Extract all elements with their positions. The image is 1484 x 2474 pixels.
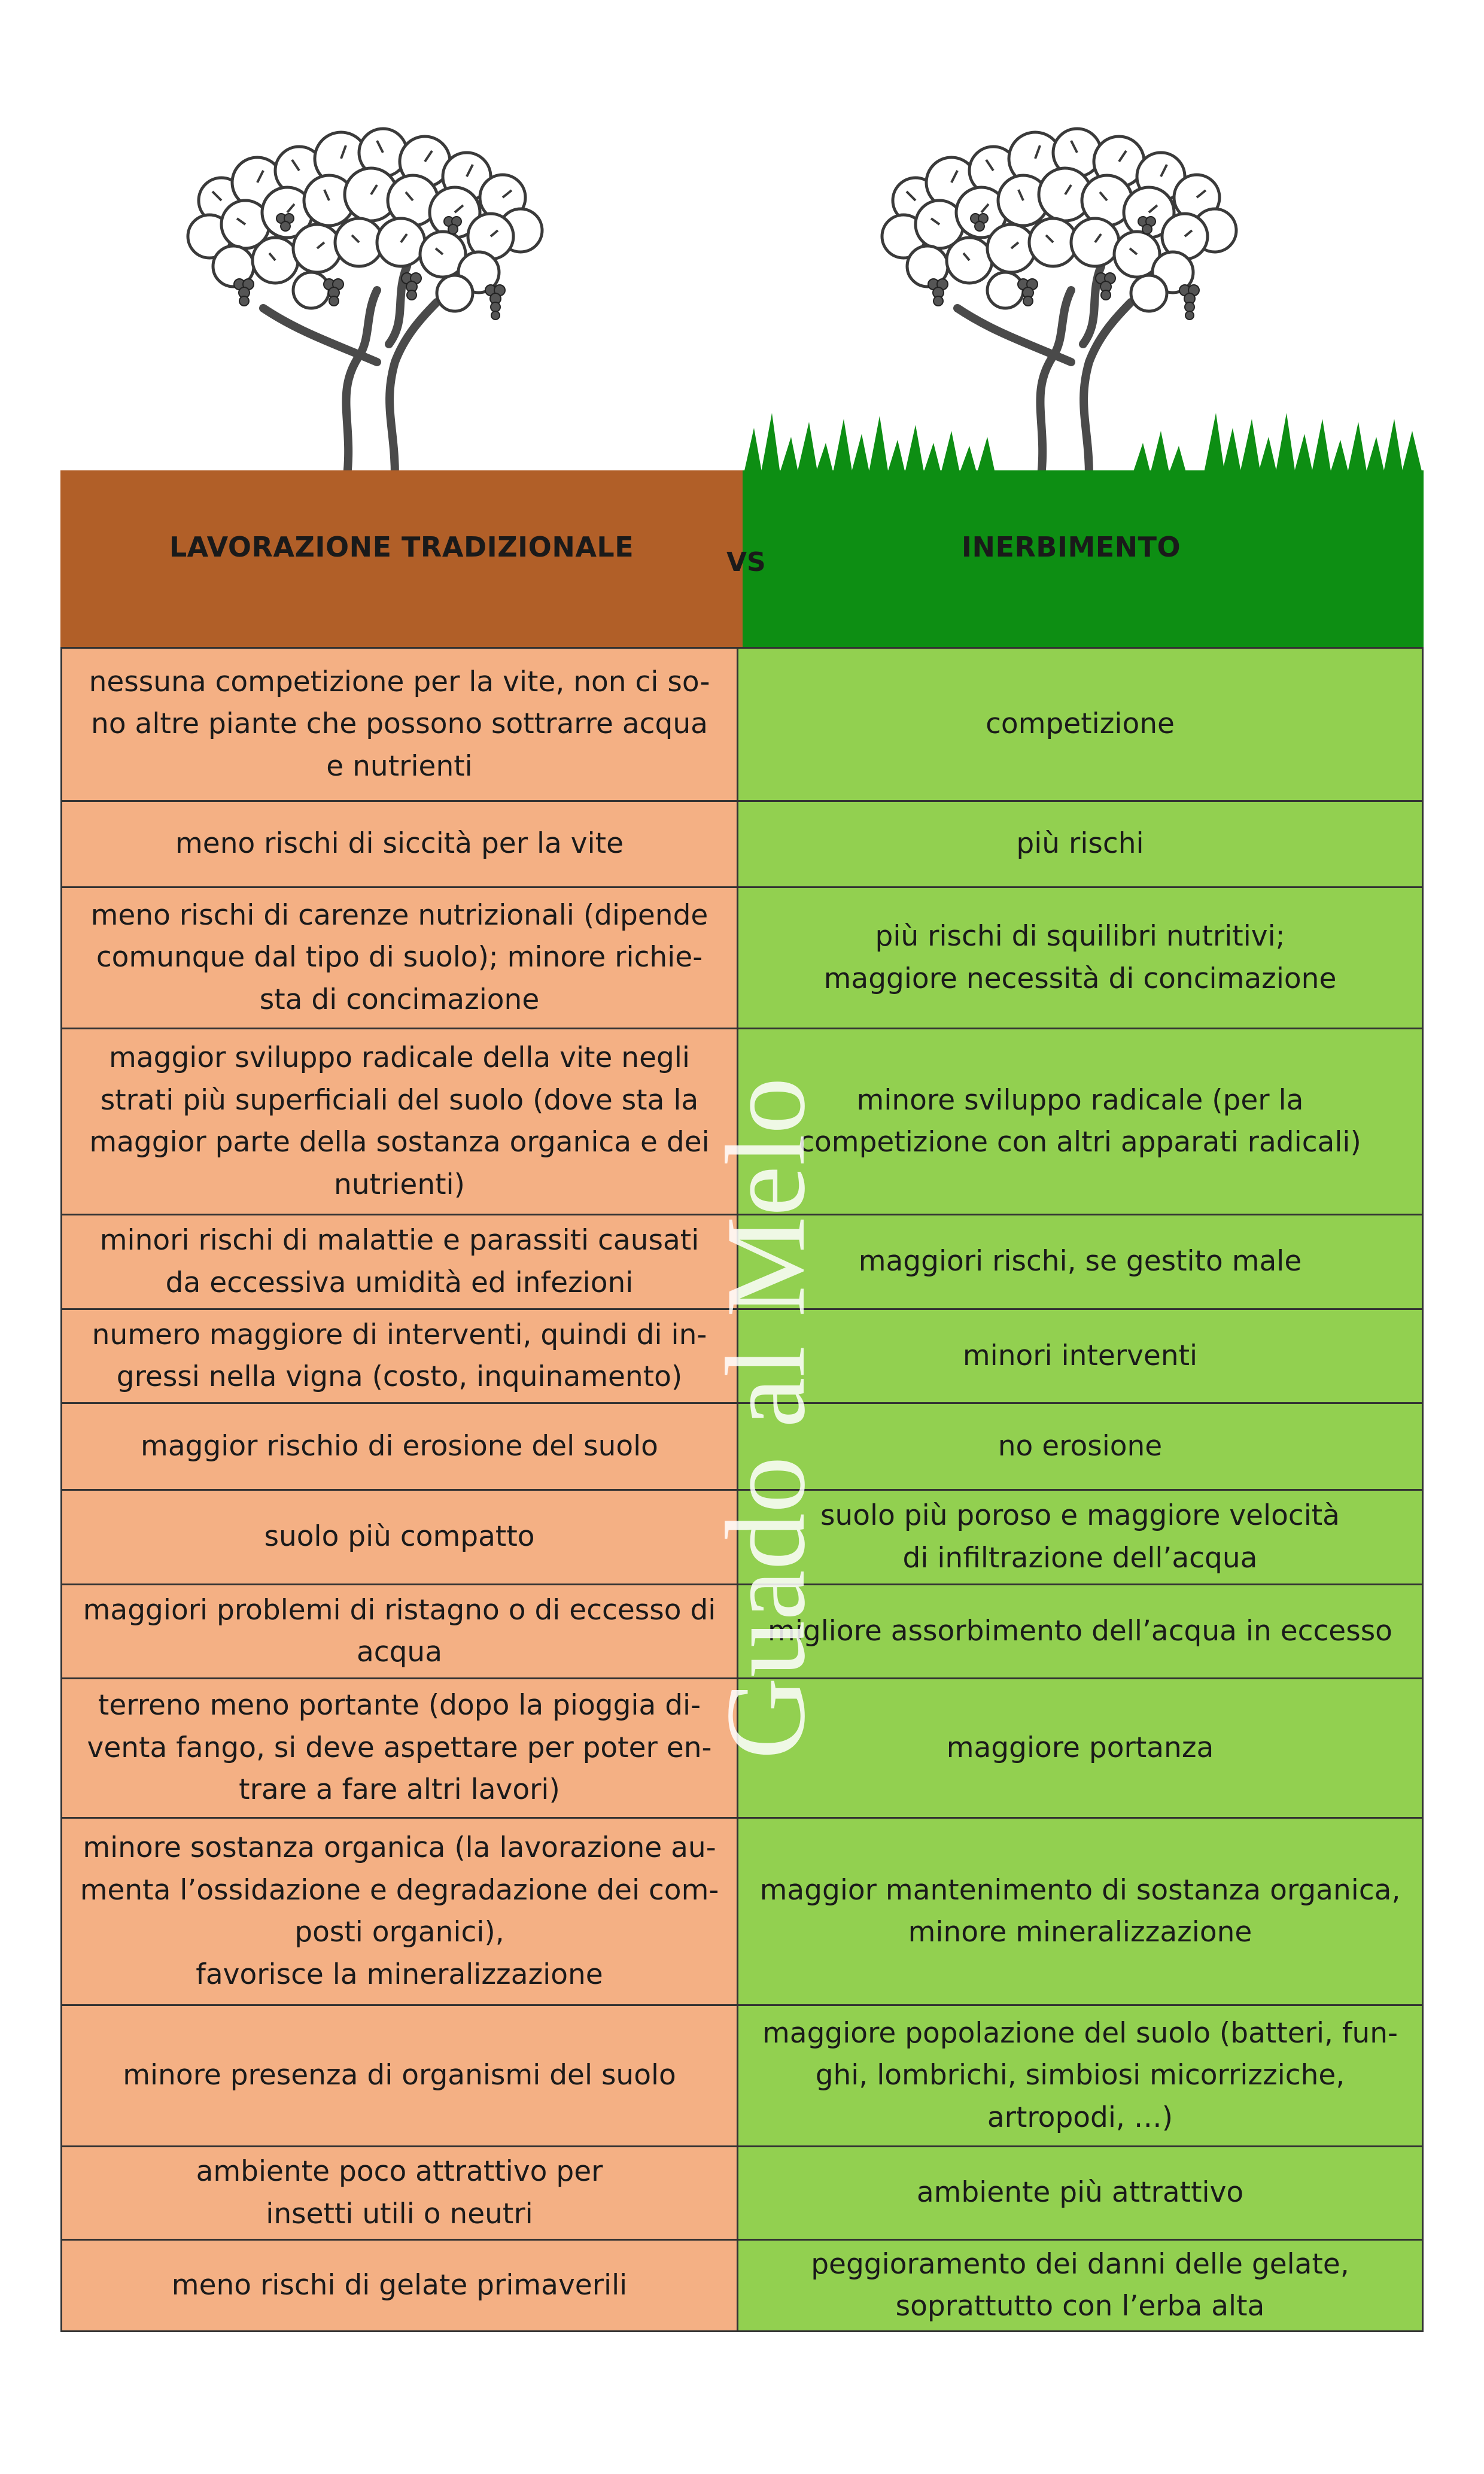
- table-row: [60, 1585, 1424, 1679]
- cell-grassing: maggiore popolazione del suolo (batteri, fun- ghi, lombrichi, simbiosi micorrizziche, artropodi, …): [738, 2006, 1424, 2145]
- table-row: [60, 1029, 1424, 1215]
- cell-traditional: maggior sviluppo radicale della vite negli strati più superficiali del suolo (dove sta la maggior parte della sostanza organica e dei nutrienti): [60, 1029, 738, 1214]
- cell-grassing: più rischi: [738, 802, 1424, 886]
- table-row: [60, 649, 1424, 802]
- table-row: [60, 2241, 1424, 2330]
- table-row: [60, 1404, 1424, 1491]
- table-row: [60, 2147, 1424, 2241]
- cell-grassing: minori interventi: [738, 1310, 1424, 1402]
- cell-traditional: nessuna competizione per la vite, non ci so- no altre piante che possono sottrarre acqua e nutrienti: [60, 649, 738, 800]
- table-row: [60, 1819, 1424, 2006]
- cell-traditional: suolo più compatto: [60, 1491, 738, 1584]
- vine-right-icon: [882, 129, 1236, 476]
- table-row: [60, 1491, 1424, 1585]
- cell-traditional: maggiori problemi di ristagno o di eccesso di acqua: [60, 1585, 738, 1677]
- table-row: [60, 2006, 1424, 2147]
- table-row: [60, 802, 1424, 888]
- table-row: [60, 888, 1424, 1029]
- vs-label: VS: [726, 547, 766, 578]
- cell-grassing: più rischi di squilibri nutritivi; maggiore necessità di concimazione: [738, 888, 1424, 1028]
- cell-traditional: meno rischi di gelate primaverili: [60, 2241, 738, 2330]
- cell-traditional: minore presenza di organismi del suolo: [60, 2006, 738, 2145]
- cell-traditional: numero maggiore di interventi, quindi di in- gressi nella vigna (costo, inquinamento): [60, 1310, 738, 1402]
- comparison-table: [60, 647, 1424, 2332]
- cell-grassing: competizione: [738, 649, 1424, 800]
- cell-traditional: terreno meno portante (dopo la pioggia di- venta fango, si deve aspettare per poter en- trare a fare altri lavori): [60, 1679, 738, 1817]
- vineyard-illustration: [0, 0, 1484, 479]
- cell-traditional: minore sostanza organica (la lavorazione au- menta l’ossidazione e degradazione dei com- posti organici), favorisce la mineralizzazione: [60, 1819, 738, 2004]
- header-grassing: [743, 470, 1424, 647]
- cell-grassing: migliore assorbimento dell’acqua in eccesso: [738, 1585, 1424, 1677]
- header-traditional-title: LAVORAZIONE TRADIZIONALE: [169, 530, 634, 563]
- watermark: Guado al Melo: [703, 1077, 829, 1759]
- cell-grassing: suolo più poroso e maggiore velocità di infiltrazione dell’acqua: [738, 1491, 1424, 1584]
- cell-grassing: no erosione: [738, 1404, 1424, 1489]
- table-row: [60, 1310, 1424, 1404]
- header-traditional: [60, 470, 743, 647]
- cell-grassing: minore sviluppo radicale (per la competizione con altri apparati radicali): [738, 1029, 1424, 1214]
- comparison-header: [60, 470, 1424, 647]
- cell-traditional: minori rischi di malattie e parassiti causati da eccessiva umidità ed infezioni: [60, 1215, 738, 1308]
- cell-grassing: ambiente più attrattivo: [738, 2147, 1424, 2239]
- cell-grassing: peggioramento dei danni delle gelate, soprattutto con l’erba alta: [738, 2241, 1424, 2330]
- cell-grassing: maggiore portanza: [738, 1679, 1424, 1817]
- cell-grassing: maggiori rischi, se gestito male: [738, 1215, 1424, 1308]
- header-grassing-title: INERBIMENTO: [961, 530, 1181, 563]
- vine-left-icon: [188, 129, 542, 476]
- cell-traditional: meno rischi di siccità per la vite: [60, 802, 738, 886]
- table-row: [60, 1679, 1424, 1819]
- cell-traditional: meno rischi di carenze nutrizionali (dipende comunque dal tipo di suolo); minore richie- sta di concimazione: [60, 888, 738, 1028]
- cell-grassing: maggior mantenimento di sostanza organica, minore mineralizzazione: [738, 1819, 1424, 2004]
- cell-traditional: maggior rischio di erosione del suolo: [60, 1404, 738, 1489]
- table-row: [60, 1215, 1424, 1310]
- cell-traditional: ambiente poco attrattivo per insetti utili o neutri: [60, 2147, 738, 2239]
